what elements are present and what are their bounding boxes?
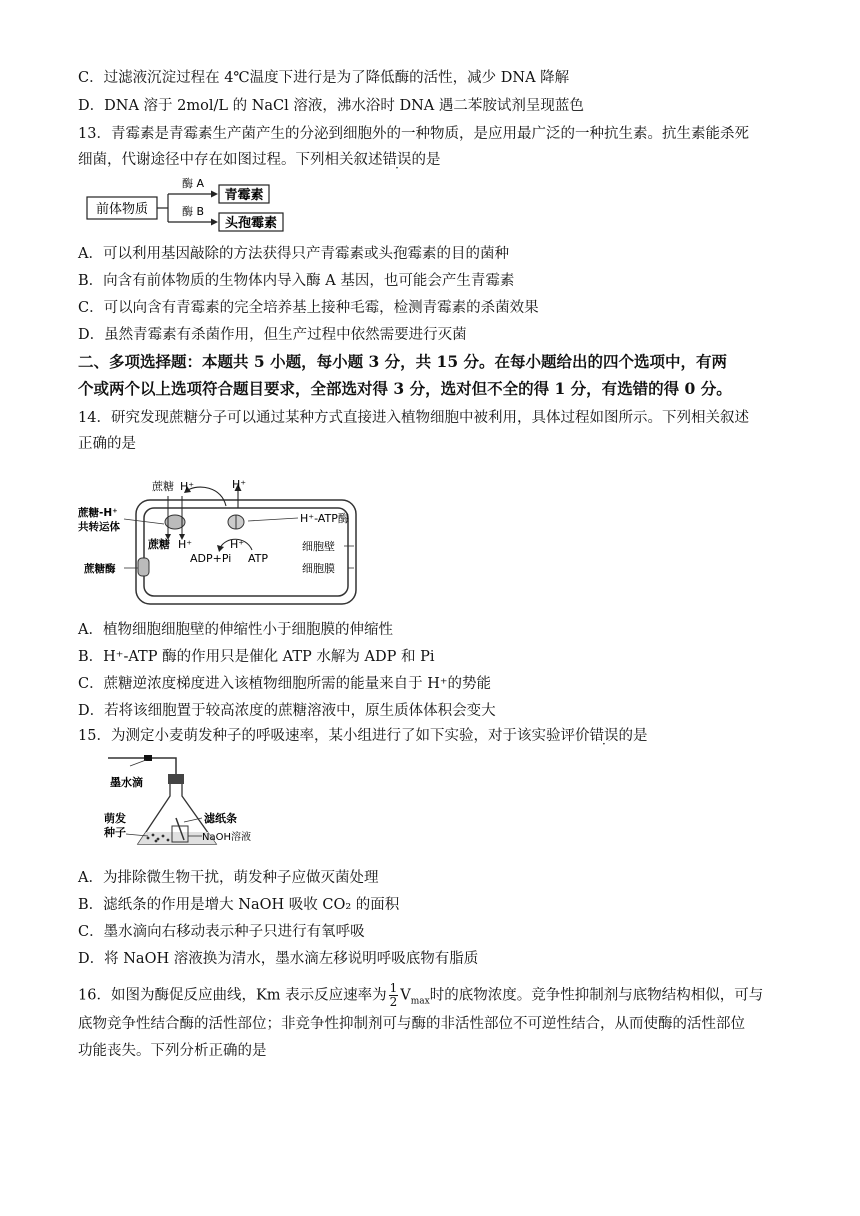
q14-option-c: C．蔗糖逆浓度梯度进入该植物细胞所需的能量来自于 H⁺的势能: [78, 676, 491, 692]
q12-option-c: C．过滤液沉淀过程在 4℃温度下进行是为了降低酶的活性，减少 DNA 降解: [78, 70, 570, 86]
cell-membrane-label: 细胞膜: [302, 562, 335, 575]
sucrose-outside-label: 蔗糖: [152, 480, 174, 493]
q16-stem-text: 16．如图为酶促反应曲线，Km 表示反应速率为: [78, 987, 387, 1004]
q13-pathway-diagram: [86, 176, 296, 236]
precursor-label: 前体物质: [95, 202, 149, 217]
q15-apparatus-diagram: [98, 752, 268, 852]
q15-option-d: D．将 NaOH 溶液换为清水，墨水滴左移说明呼吸底物有脂质: [78, 951, 479, 967]
enzyme-b-label: 酶 B: [182, 205, 205, 218]
filter-label: 滤纸条: [204, 812, 237, 825]
fraction-numerator: 1: [389, 981, 398, 995]
seed-label-1: 萌发: [104, 812, 126, 825]
glass-tube: [108, 758, 176, 774]
penicillin-label: 青霉素: [224, 188, 264, 203]
ink-label: 墨水滴: [110, 776, 143, 789]
q15-option-c: C．墨水滴向右移动表示种子只进行有氧呼吸: [78, 924, 365, 940]
vmax-subscript: max: [410, 996, 430, 1007]
adp-label: ADP+Pi: [190, 552, 232, 565]
seed-label-2: 种子: [104, 826, 126, 839]
q14-stem-line1: 14．研究发现蔗糖分子可以通过某种方式直接进入植物细胞中被利用，具体过程如图所示。下列相关叙述: [78, 410, 749, 426]
q14-stem-line2: 正确的是: [78, 436, 136, 452]
q13-emphasis: 错误: [382, 152, 412, 168]
sucrase-label: 蔗糖酶: [84, 563, 116, 575]
enzyme-a-label: 酶 A: [182, 177, 205, 190]
half-fraction: [389, 982, 399, 1009]
sucrose-inside-label: 蔗糖: [148, 538, 170, 551]
section2-heading-line1: 二、多项选择题：本题共 5 小题，每小题 3 分，共 15 分。在每小题给出的四个选项中，有两: [78, 352, 728, 371]
cephalosporin-label: 头孢霉素: [224, 216, 278, 231]
q13-stem-text: 细菌，代谢途径中存在如图过程。下列相关叙述: [78, 152, 383, 168]
h-inside-label: H⁺: [178, 538, 193, 551]
h-outside-label: H⁺: [180, 480, 195, 493]
q14-cell-diagram: [76, 464, 376, 608]
q15-option-b: B．滤纸条的作用是增大 NaOH 吸收 CO₂ 的面积: [78, 897, 400, 913]
q12-option-d: D．DNA 溶于 2mol/L 的 NaCl 溶液，沸水浴时 DNA 遇二苯胺试剂呈现蓝色: [78, 98, 584, 114]
q15-stem-text: 15．为测定小麦萌发种子的呼吸速率，某小组进行了如下实验，对于该实验评价: [78, 728, 590, 744]
q14-option-a: A．植物细胞细胞壁的伸缩性小于细胞膜的伸缩性: [78, 622, 393, 638]
h-pumped-label: H⁺: [232, 478, 247, 491]
q15-emphasis: 错误: [589, 728, 619, 744]
q13-stem-line2: [78, 150, 441, 170]
q16-stem-line2: 底物竞争性结合酶的活性部位；非竞争性抑制剂可与酶的非活性部位不可逆性结合，从而使酶的活性部位: [78, 1016, 745, 1032]
cotransporter-label-1: 蔗糖-H⁺: [78, 507, 118, 519]
q13-option-a: A．可以利用基因敲除的方法获得只产青霉素或头孢霉素的目的菌种: [78, 246, 509, 262]
q16-stem-line1: [78, 982, 763, 1009]
fraction-denominator: 2: [389, 995, 398, 1009]
cotransporter-label-2: 共转运体: [78, 521, 120, 533]
atpase-label: H⁺-ATP酶: [300, 512, 349, 525]
q16-stem-line3: 功能丧失。下列分析正确的是: [78, 1043, 267, 1059]
q15-option-a: A．为排除微生物干扰，萌发种子应做灭菌处理: [78, 870, 379, 886]
q13-stem-line1: 13．青霉素是青霉素生产菌产生的分泌到细胞外的一种物质，是应用最广泛的一种抗生素。抗生素能杀死: [78, 126, 749, 142]
naoh-label: NaOH溶液: [202, 832, 251, 843]
atp-label: ATP: [248, 552, 269, 565]
h-inside-label-2: H⁺: [230, 538, 245, 551]
stopper: [168, 774, 184, 784]
q15-stem-end: 的是: [618, 728, 648, 744]
q13-stem-end: 的是: [411, 152, 441, 168]
q14-option-d: D．若将该细胞置于较高浓度的蔗糖溶液中，原生质体体积会变大: [78, 703, 496, 719]
q13-option-d: D．虽然青霉素有杀菌作用，但生产过程中依然需要进行灭菌: [78, 327, 467, 343]
q13-option-c: C．可以向含有青霉素的完全培养基上接种毛霉，检测青霉素的杀菌效果: [78, 300, 539, 316]
q16-stem-cont: 时的底物浓度。竞争性抑制剂与底物结构相似，可与: [429, 987, 764, 1004]
q14-option-b: B．H⁺-ATP 酶的作用只是催化 ATP 水解为 ADP 和 Pi: [78, 649, 435, 665]
cell-wall-label: 细胞壁: [302, 540, 335, 553]
vmax-symbol: V: [400, 987, 411, 1004]
q13-option-b: B．向含有前体物质的生物体内导入酶 A 基因，也可能会产生青霉素: [78, 273, 515, 289]
q15-stem: [78, 726, 647, 746]
section2-heading-line2: 个或两个以上选项符合题目要求，全部选对得 3 分，选对但不全的得 1 分，有选错的得 0 分。: [78, 379, 732, 398]
sucrase: [138, 558, 149, 576]
